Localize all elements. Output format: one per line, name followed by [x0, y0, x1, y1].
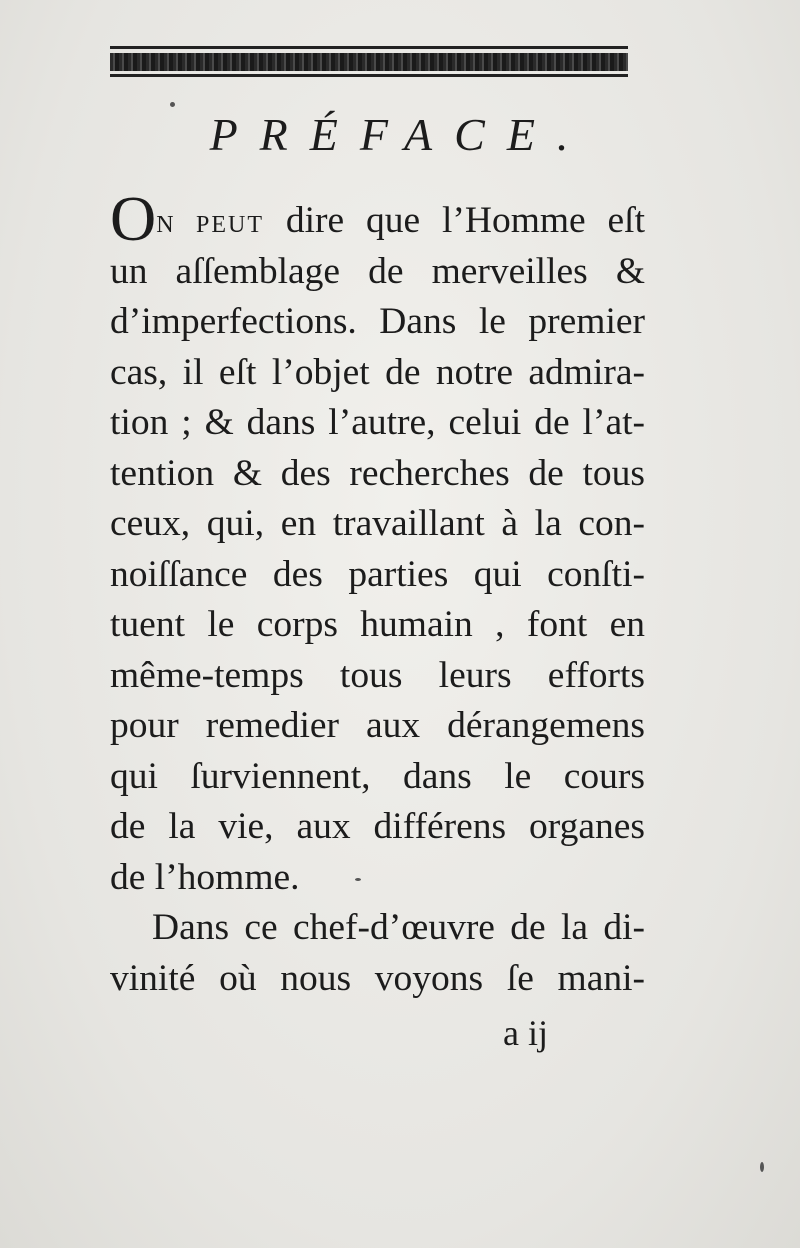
text-line-1: [110, 183, 645, 254]
text-line: de la vie, aux différens organes: [110, 806, 645, 847]
ornament-rule-bottom: [110, 74, 628, 77]
ornament-band: [110, 53, 628, 71]
ornament-rule-top: [110, 46, 628, 49]
text-line: ceux, qui, en travaillant à la con-: [110, 503, 645, 544]
paragraph-2-line-2: vinité où nous voyons ſe mani-: [110, 957, 645, 999]
paper-speck: [170, 102, 175, 107]
text-line: tention & des recherches de tous: [110, 452, 645, 494]
text-line: qui ſurviennent, dans le cours: [110, 755, 645, 797]
page-title: PRÉFACE.: [209, 109, 591, 160]
text-line: cas, il eſt l’objet de notre admira-: [110, 351, 645, 393]
paragraph-1-last-line: de l’homme.: [110, 856, 300, 898]
text-line: un aſſemblage de merveilles &: [110, 250, 645, 292]
paragraph-2-line-1: Dans ce chef-d’œuvre de la di-: [152, 907, 645, 948]
signature-mark: a ij: [503, 1013, 548, 1053]
paper-speck: [355, 878, 361, 881]
small-caps-opening: N PEUT: [156, 212, 265, 238]
text-line: tion ; & dans l’autre, celui de l’at-: [110, 402, 645, 443]
text-line: pour remedier aux dérangemens: [110, 705, 645, 746]
paper-speck: [760, 1162, 764, 1172]
text-line: noiſſance des parties qui conſti-: [110, 553, 645, 595]
line-1-rest: dire que l’Homme eſt: [285, 200, 645, 241]
drop-cap: O: [110, 183, 157, 254]
text-line: tuent le corps humain , font en: [110, 604, 645, 645]
text-line: d’imperfections. Dans le premier: [110, 301, 645, 342]
body-text: [110, 183, 645, 1004]
text-line: même-temps tous leurs efforts: [110, 654, 645, 696]
